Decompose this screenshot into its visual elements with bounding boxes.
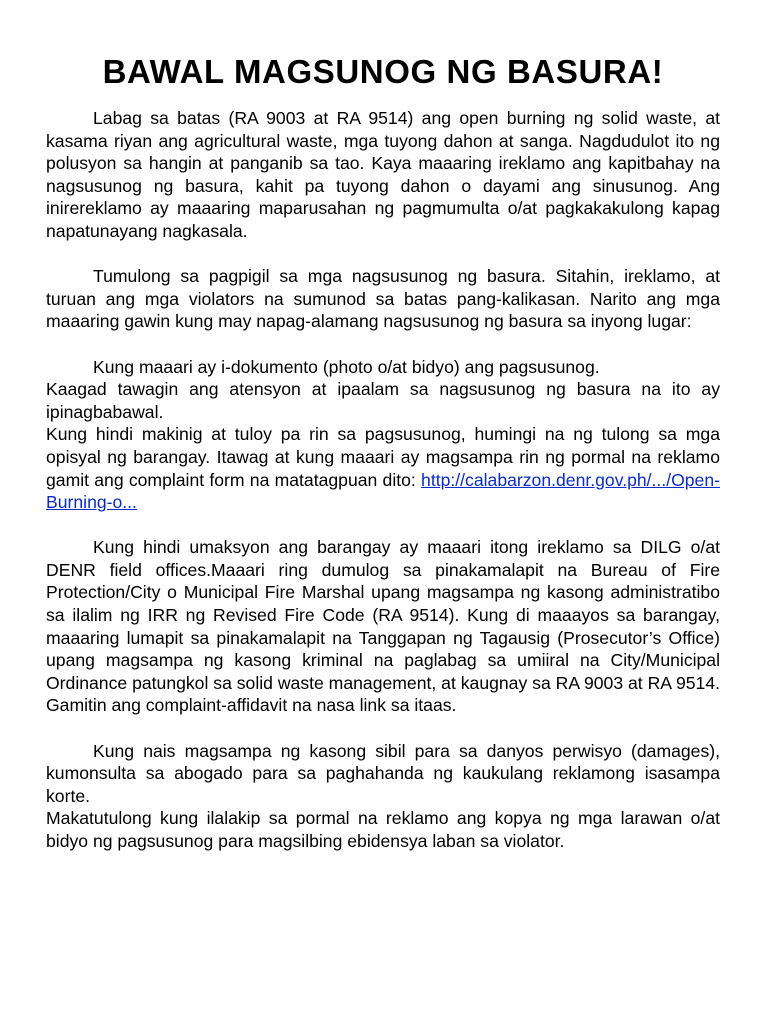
complaint-form-link[interactable]: http://calabarzon.denr.gov.ph/.../Open-Burning-o... — [46, 469, 720, 513]
document-title: BAWAL MAGSUNOG NG BASURA! — [102, 53, 664, 90]
step-barangay-text: Kung hindi makinig at tuloy pa rin sa pagsusunog, humingi na ng tulong sa mga opisyal ng barangay. Itawag at kung maaari ay magsampa rin ng pormal na reklamo gamit ang complaint form na matatagpuan dito: — [46, 424, 720, 490]
paragraph-intro: Labag sa batas (RA 9003 at RA 9514) ang open burning ng solid waste, at kasama riyan ang agricultural waste, mga tuyong dahon at sanga. Nagdudulot ito ng polusyon sa hangin at panganib sa tao. Kaya maaaring ireklamo ang kapitbahay na nagsusunog ng basura, kahit pa tuyong dahon o dayami ang sinusunog. Ang inirereklamo ay maaaring maparusahan ng pagmumulta o/at pagkakakulong kapag napatunayang nagkasala. — [46, 108, 720, 241]
paragraph-escalation: Kung hindi umaksyon ang barangay ay maaari itong ireklamo sa DILG o/at DENR field offices.Maaari ring dumulog sa pinakamalapit na Bureau of Fire Protection/City o Municipal Fire Marshal upang magsampa ng kasong administratibo sa ilalim ng IRR ng Revised Fire Code (RA 9514). Kung di maaayos sa barangay, maaaring lumapit sa pinakamalapit na Tanggapan ng Tagausig (Prosecutor’s Office) upang magsampa ng kasong kriminal na paglabag sa umiiral na City/Municipal Ordinance patungkol sa solid waste management, at kaugnay sa RA 9003 at RA 9514. Gamitin ang complaint-affidavit na nasa link sa itaas. — [46, 537, 720, 716]
paragraph-civil-case: Kung nais magsampa ng kasong sibil para sa danyos perwisyo (damages), kumonsulta sa abogado para sa paghahanda ng kaukulang reklamong isasampa korte. — [46, 740, 720, 806]
paragraph-gap — [46, 514, 720, 537]
step-barangay — [46, 423, 720, 513]
paragraph-gap — [46, 717, 720, 740]
document-page — [46, 52, 720, 853]
paragraph-call-to-action: Tumulong sa pagpigil sa mga nagsusunog ng basura. Sitahin, ireklamo, at turuan ang mga violators na sumunod sa batas pang-kalikasan. Narito ang mga maaaring gawin kung may napag-alamang nagsusunog ng basura sa inyong lugar: — [46, 266, 720, 332]
paragraph-gap — [46, 243, 720, 266]
step-document: Kung maaari ay i-dokumento (photo o/at bidyo) ang pagsusunog. — [93, 356, 600, 377]
paragraph-gap — [46, 333, 720, 356]
step-notify: Kaagad tawagin ang atensyon at ipaalam sa nagsusunog ng basura na ito ay ipinagbabawal. — [46, 379, 720, 422]
paragraph-evidence: Makatutulong kung ilalakip sa pormal na reklamo ang kopya ng mga larawan o/at bidyo ng pagsusunog para magsilbing ebidensya laban sa violator. — [46, 808, 720, 851]
